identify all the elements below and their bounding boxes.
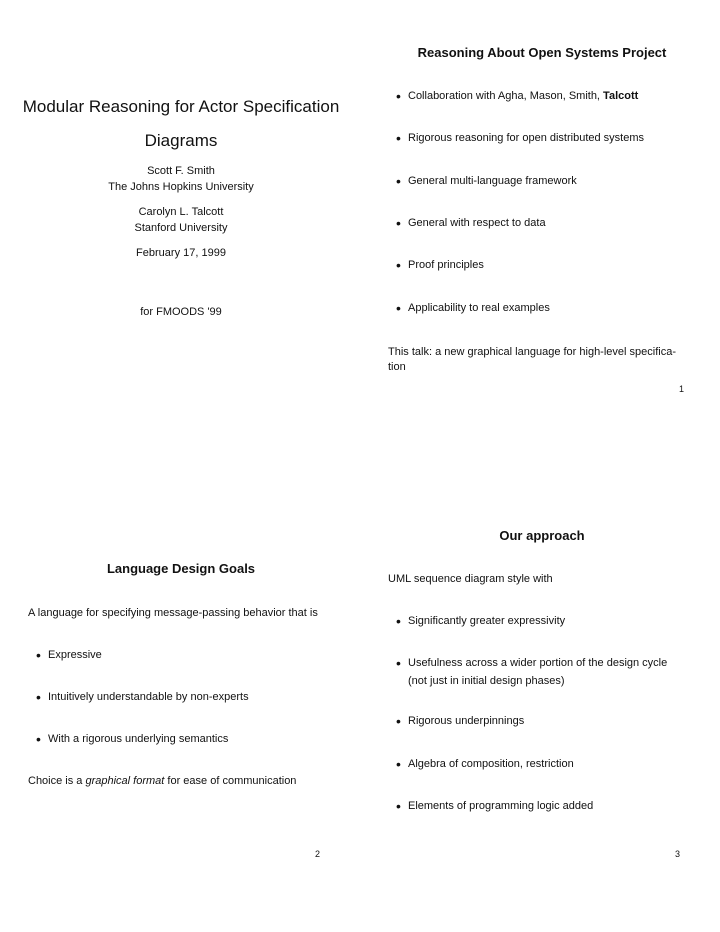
bullet-icon — [36, 730, 48, 750]
bullet-icon — [396, 612, 408, 632]
bullet-text: With a rigorous underlying semantics — [48, 733, 229, 745]
slide2-bullet — [36, 646, 346, 664]
slide1-bullet — [396, 214, 706, 232]
slide3-bullet — [396, 755, 706, 773]
bullet-text-continuation: (not just in initial design phases) — [408, 675, 565, 687]
slide3-bullet — [396, 797, 706, 815]
slide1-heading: Reasoning About Open Systems Project — [417, 45, 667, 60]
bullet-icon — [396, 214, 408, 234]
bullet-text: Usefulness across a wider portion of the design cycle — [408, 657, 668, 669]
slide2-page-number: 2 — [314, 849, 320, 859]
bullet-text: General with respect to data — [408, 217, 546, 229]
slide3-intro: UML sequence diagram style with — [388, 573, 553, 585]
bullet-text: Collaboration with Agha, Mason, Smith, — [408, 90, 604, 102]
slide0-date: February 17, 1999 — [136, 247, 226, 259]
slide0-author2: Carolyn L. Talcott — [138, 206, 224, 218]
slide2-bullet — [36, 730, 346, 748]
bullet-text: Algebra of composition, restriction — [408, 758, 574, 770]
slide1-page-number: 1 — [678, 384, 684, 394]
bullet-icon — [396, 87, 408, 107]
bullet-text: Proof principles — [408, 259, 484, 271]
bullet-text: Rigorous reasoning for open distributed systems — [408, 132, 645, 144]
slide1-talk-line1: This talk: a new graphical language for high-level specifica- — [388, 346, 676, 358]
slide2-intro: A language for specifying message-passing behavior that is — [28, 607, 318, 619]
slide1-bullet — [396, 299, 706, 317]
bullet-icon — [36, 688, 48, 708]
choice-italic: graphical format — [85, 775, 165, 787]
bullet-icon — [396, 654, 408, 674]
slide1-bullet — [396, 87, 706, 105]
slide0-affil2: Stanford University — [134, 222, 228, 234]
bullet-text: General multi-language framework — [408, 175, 577, 187]
bullet-text: Rigorous underpinnings — [408, 715, 525, 727]
slide0-title: Modular Reasoning for Actor Specification Diagrams — [22, 97, 340, 150]
bullet-icon — [396, 299, 408, 319]
slide2-choice — [28, 773, 348, 789]
slide1-talk-line2: tion — [388, 361, 406, 373]
slide0-affil1: The Johns Hopkins University — [108, 181, 254, 193]
slide2-bullet — [36, 688, 346, 706]
slide3-heading: Our approach — [499, 528, 585, 543]
bullet-icon — [396, 755, 408, 775]
bullet-icon — [396, 172, 408, 192]
choice-prefix: Choice is a — [28, 775, 86, 787]
slide3-bullet — [396, 712, 706, 730]
bullet-text: Intuitively understandable by non-experts — [48, 691, 249, 703]
choice-suffix: for ease of communication — [164, 775, 297, 787]
slide3-page-number: 3 — [674, 849, 680, 859]
bullet-bold-name: Talcott — [603, 90, 639, 102]
bullet-icon — [396, 712, 408, 732]
bullet-icon — [396, 256, 408, 276]
slide1-bullet — [396, 256, 706, 274]
slide0-venue: for FMOODS '99 — [140, 306, 222, 318]
slide2-heading: Language Design Goals — [106, 561, 256, 576]
slide0-author1: Scott F. Smith — [147, 165, 215, 177]
bullet-icon — [396, 129, 408, 149]
bullet-icon — [396, 797, 408, 817]
bullet-text: Applicability to real examples — [408, 302, 550, 314]
slide3-bullet — [396, 612, 706, 630]
slide3-bullet — [396, 654, 706, 690]
slide1-bullet — [396, 172, 706, 190]
bullet-text: Expressive — [48, 649, 102, 661]
slide1-bullet — [396, 129, 706, 147]
bullet-icon — [36, 646, 48, 666]
bullet-text: Significantly greater expressivity — [408, 615, 566, 627]
bullet-text: Elements of programming logic added — [408, 800, 594, 812]
